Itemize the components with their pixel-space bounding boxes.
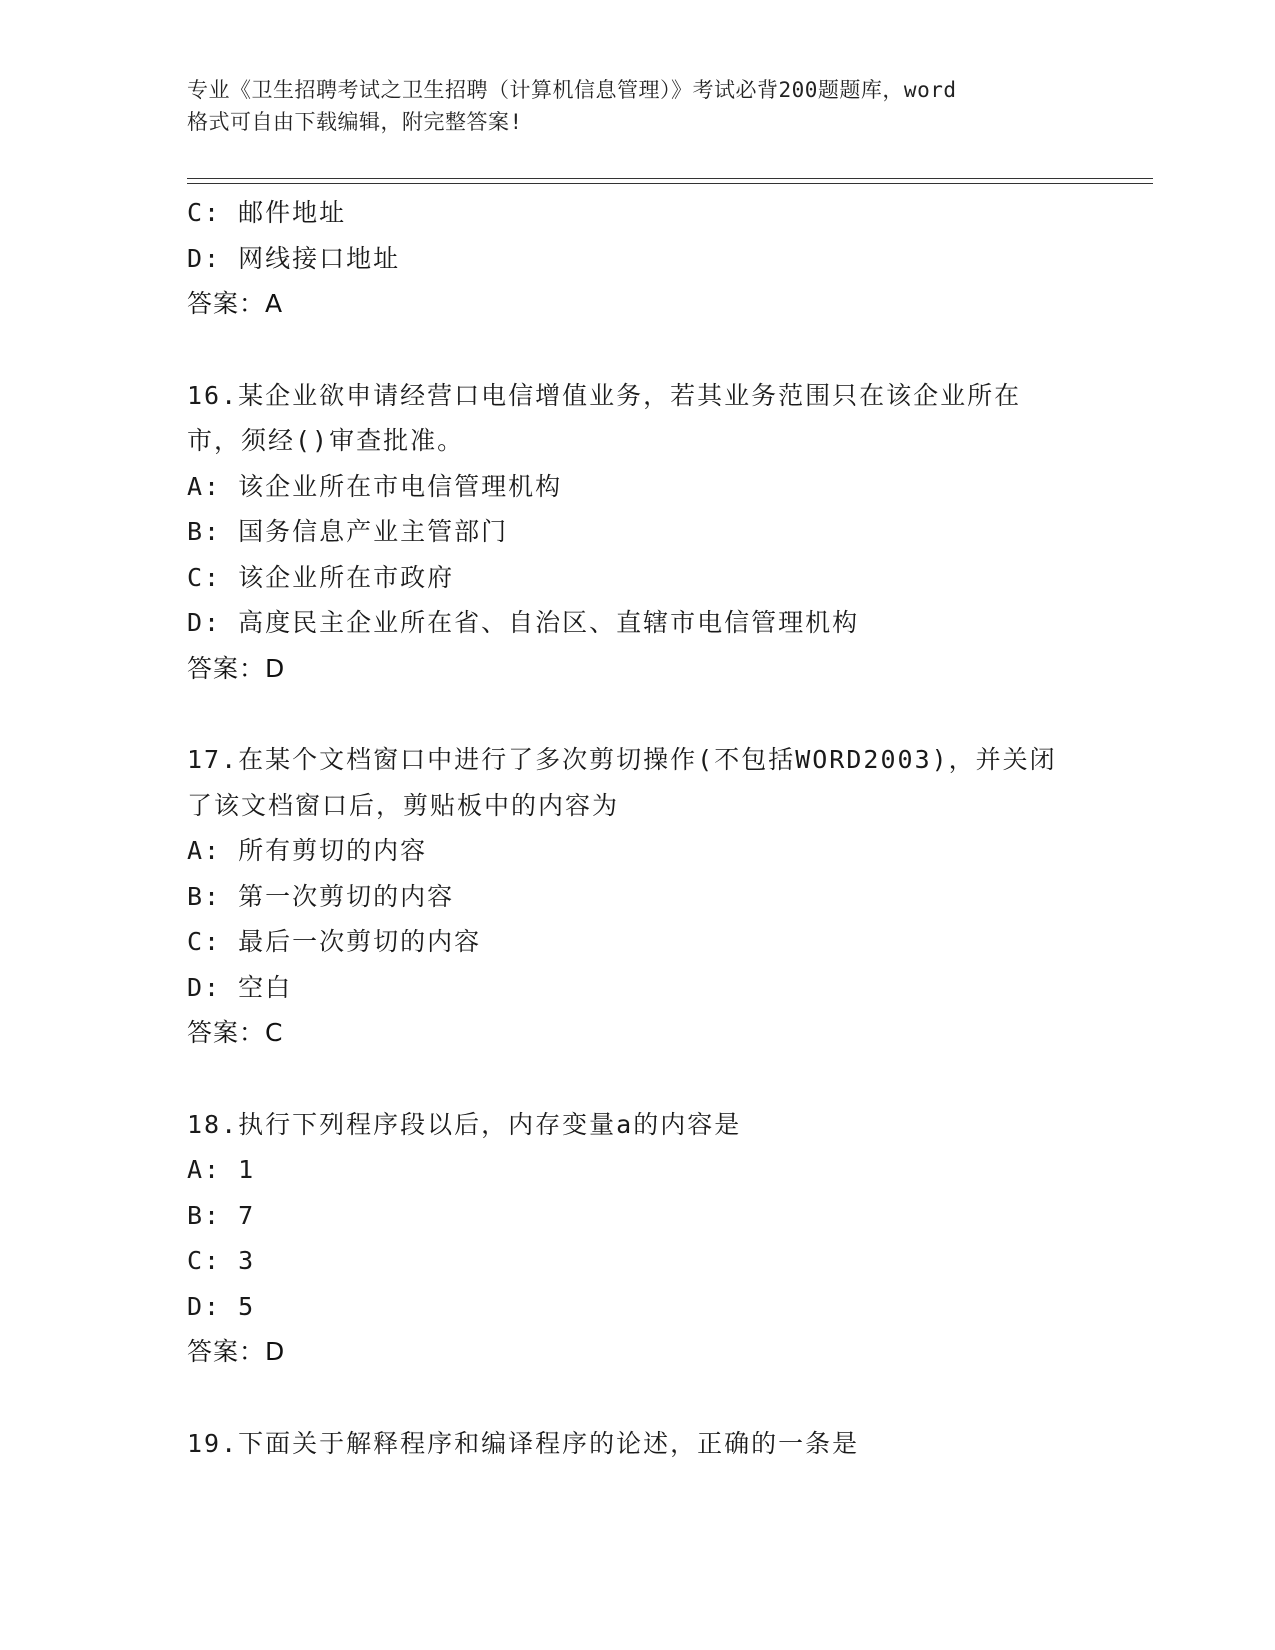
question-stem-continued: 了该文档窗口后，剪贴板中的内容为 [187,790,620,820]
option-d: D: 空白 [187,972,293,1002]
question-18 [187,1102,1147,1375]
answer-label: 答案：C [187,1018,284,1047]
option-c: C: 邮件地址 [187,198,347,227]
document-header [187,74,1087,138]
option-d: D: 高度民主企业所在省、自治区、直辖市电信管理机构 [187,608,860,637]
question-stem: 17.在某个文档窗口中进行了多次剪切操作(不包括WORD2003)，并关闭 [187,745,1057,774]
question-stem: 16.某企业欲申请经营口电信增值业务，若其业务范围只在该企业所在 [187,380,1022,410]
question-list [187,190,1147,1466]
option-b: B: 7 [187,1200,256,1230]
question-16 [187,373,1147,692]
option-b: B: 第一次剪切的内容 [187,881,455,911]
option-a: A: 1 [187,1155,256,1184]
question-spacer [187,327,1147,373]
option-d: D: 网线接口地址 [187,243,401,273]
question-stem: 18.执行下列程序段以后，内存变量a的内容是 [187,1109,742,1139]
answer-label: 答案：D [187,653,286,683]
option-c: C: 3 [187,1246,256,1275]
header-divider-top [187,178,1153,179]
question-stem: 19.下面关于解释程序和编译程序的论述，正确的一条是 [187,1428,860,1458]
question-19 [187,1421,1147,1467]
option-a: A: 该企业所在市电信管理机构 [187,471,563,501]
header-divider-bottom [187,183,1153,184]
option-d: D: 5 [187,1291,256,1321]
header-title-line-1: 专业《卫生招聘考试之卫生招聘（计算机信息管理）》考试必背200题题库，word [187,78,957,102]
question-17 [187,737,1147,1056]
question-spacer [187,691,1147,737]
question-15 [187,190,1147,327]
answer-label: 答案：D [187,1337,286,1366]
question-stem-continued: 市，须经()审查批准。 [187,426,465,455]
option-c: C: 最后一次剪切的内容 [187,927,482,956]
answer-label: 答案：A [187,289,284,318]
question-spacer [187,1056,1147,1102]
option-b: B: 国务信息产业主管部门 [187,517,509,546]
option-c: C: 该企业所在市政府 [187,562,455,592]
header-title-line-2: 格式可自由下载编辑，附完整答案! [187,110,523,134]
question-spacer [187,1375,1147,1421]
option-a: A: 所有剪切的内容 [187,836,428,865]
